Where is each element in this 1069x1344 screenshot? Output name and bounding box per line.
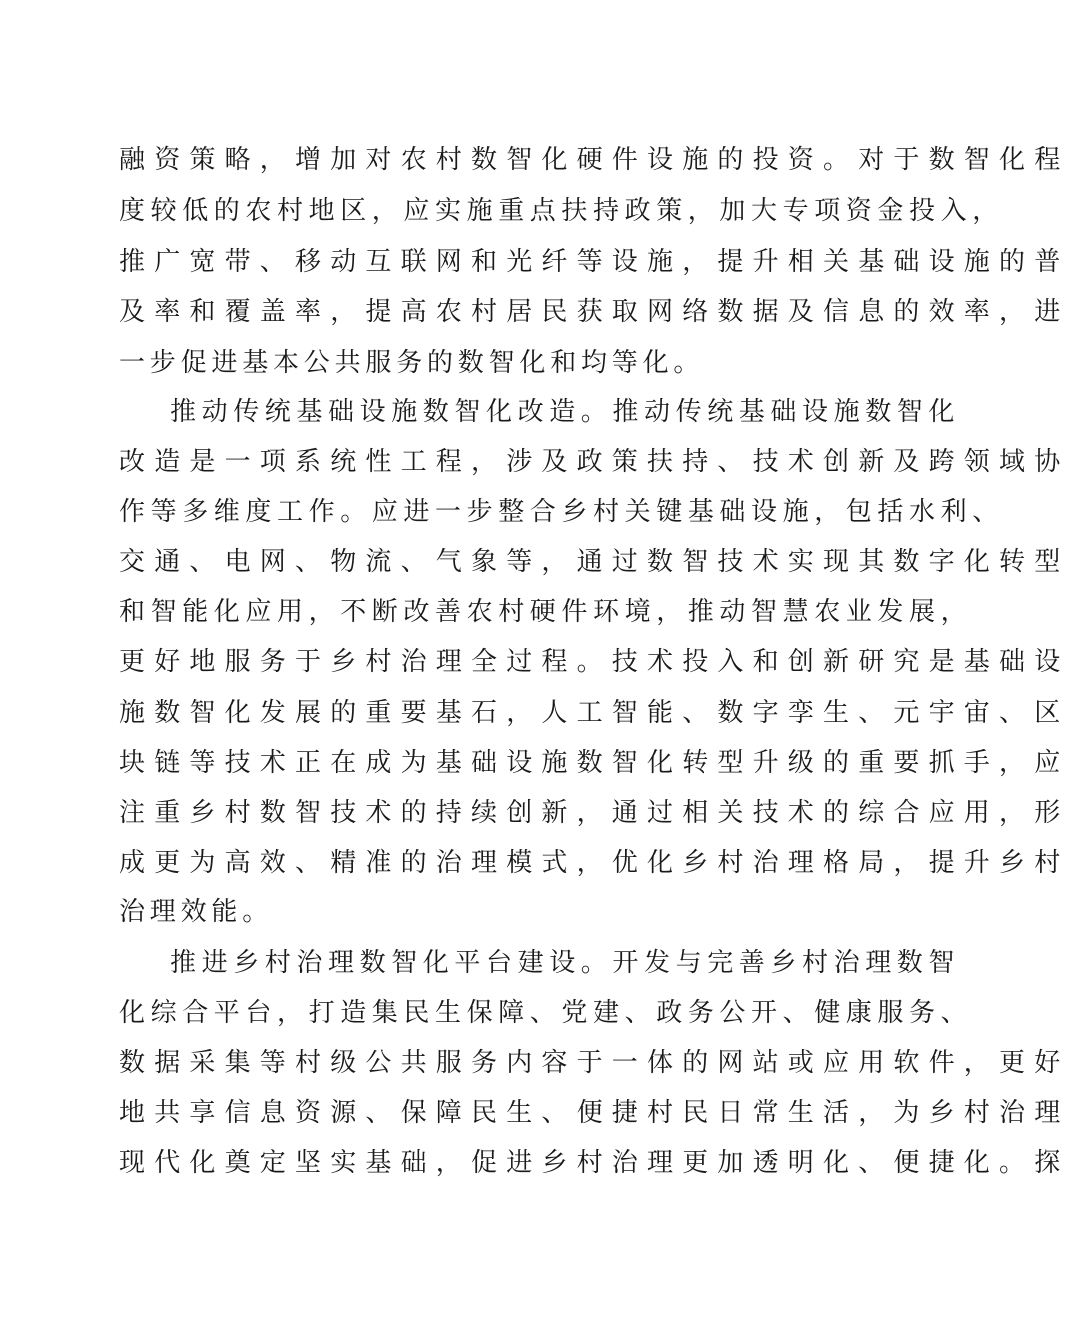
text-line: 推广宽带、移动互联网和光纤等设施，提升相关基础设施的普 <box>119 247 1069 277</box>
text-line: 注重乡村数智技术的持续创新，通过相关技术的综合应用，形 <box>119 798 1069 828</box>
text-line: 改造是一项系统性工程，涉及政策扶持、技术创新及跨领域协 <box>119 447 1069 477</box>
text-line: 融资策略，增加对农村数智化硬件设施的投资。对于数智化程 <box>119 145 1069 175</box>
text-line: 和智能化应用，不断改善农村硬件环境，推动智慧农业发展， <box>119 597 973 627</box>
text-line: 度较低的农村地区，应实施重点扶持政策，加大专项资金投入， <box>119 196 1004 226</box>
text-line: 治理效能。 <box>119 897 274 927</box>
text-line: 数据采集等村级公共服务内容于一体的网站或应用软件，更好 <box>119 1048 1069 1078</box>
text-line: 一步促进基本公共服务的数智化和均等化。 <box>119 348 705 378</box>
text-line: 化综合平台，打造集民生保障、党建、政务公开、健康服务、 <box>119 998 973 1028</box>
text-line: 现代化奠定坚实基础，促进乡村治理更加透明化、便捷化。探 <box>119 1148 1069 1178</box>
text-line: 块链等技术正在成为基础设施数智化转型升级的重要抓手，应 <box>119 748 1069 778</box>
text-line: 交通、电网、物流、气象等，通过数智技术实现其数字化转型 <box>119 547 1069 577</box>
text-line: 及率和覆盖率，提高农村居民获取网络数据及信息的效率，进 <box>119 297 1069 327</box>
text-line: 成更为高效、精准的治理模式，优化乡村治理格局，提升乡村 <box>119 848 1069 878</box>
text-line: 施数智化发展的重要基石，人工智能、数字孪生、元宇宙、区 <box>119 698 1069 728</box>
text-line: 更好地服务于乡村治理全过程。技术投入和创新研究是基础设 <box>119 647 1069 677</box>
text-line: 推动传统基础设施数智化改造。推动传统基础设施数智化 <box>170 397 961 427</box>
text-line: 作等多维度工作。应进一步整合乡村关键基础设施，包括水利、 <box>119 497 1004 527</box>
text-line: 地共享信息资源、保障民生、便捷村民日常生活，为乡村治理 <box>119 1098 1069 1128</box>
text-line: 推进乡村治理数智化平台建设。开发与完善乡村治理数智 <box>170 948 961 978</box>
